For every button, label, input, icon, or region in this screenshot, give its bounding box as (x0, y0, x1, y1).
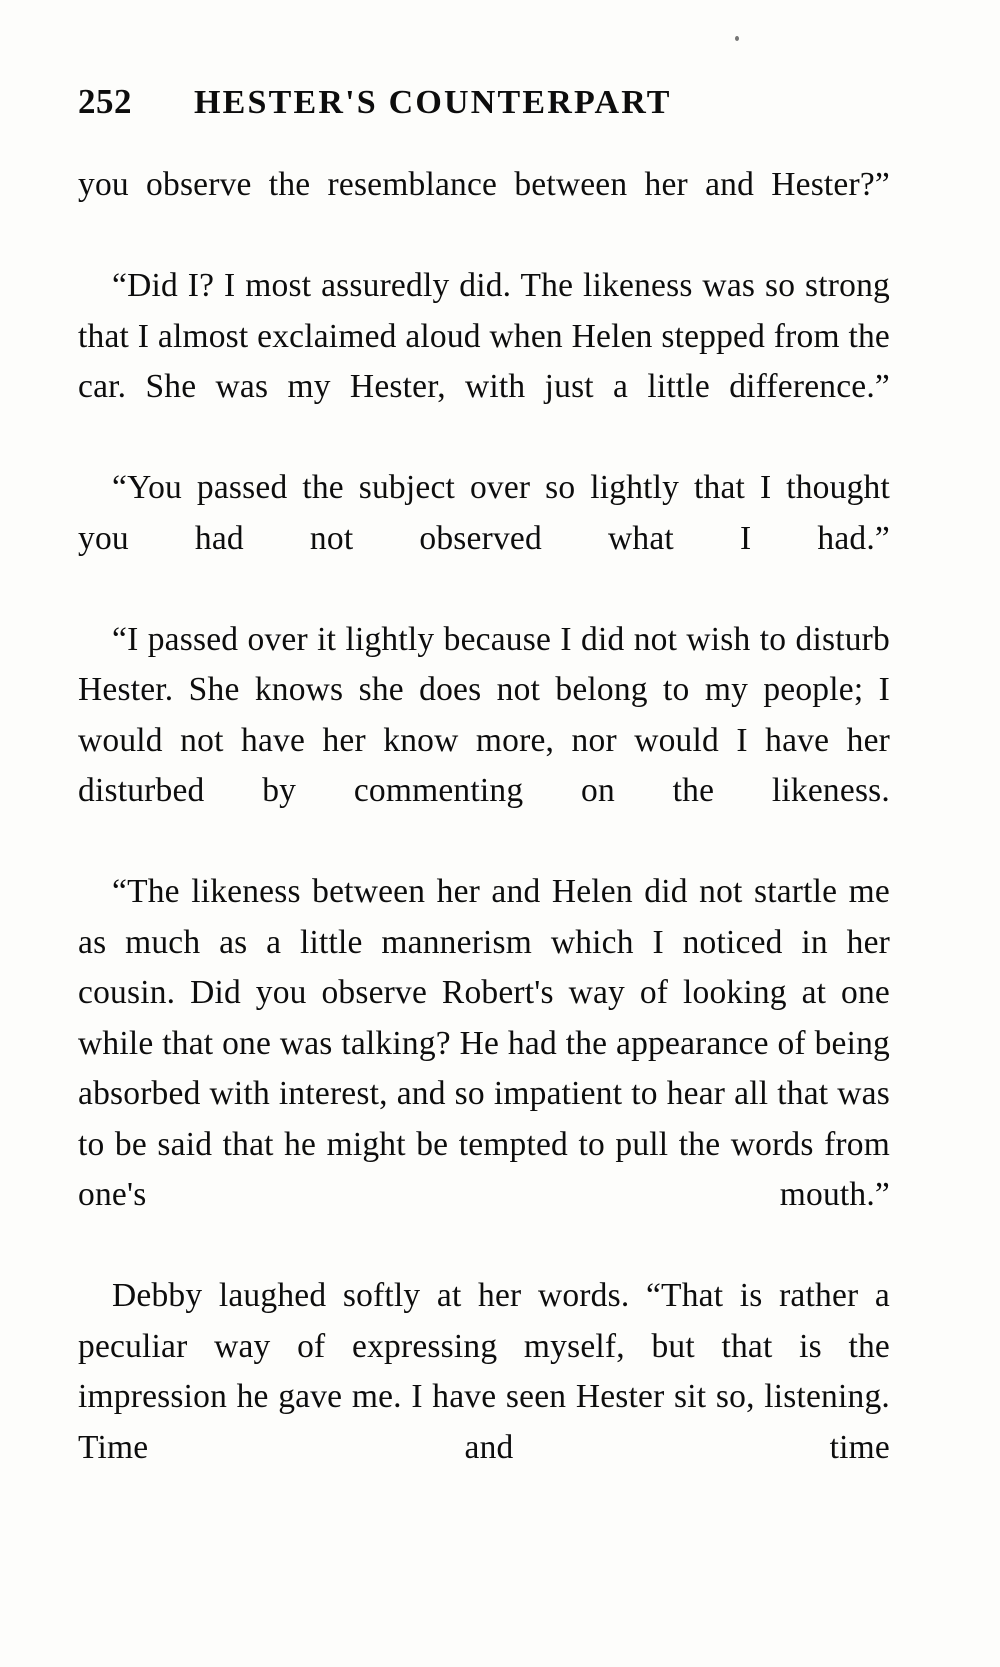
paragraph: “The likeness between her and Helen did not startle me as much as a little mannerism which I noticed in her cousin. Did you observe Robert's way of looking at one while that one was talking? He had the appearance of being absorbed with interest, and so impatient to hear all that was to be said that he might be tempted to pull the words from one's mouth.” (78, 873, 890, 1213)
paragraph: Debby laughed softly at her words. “That is rather a peculiar way of expressing myself, but that is the impression he gave me. I have seen Hester sit so, listening. Time and time (78, 1277, 890, 1466)
running-head-title: HESTER'S COUNTERPART (194, 84, 672, 121)
page-number: 252 (78, 82, 132, 121)
paragraph: “I passed over it lightly because I did not wish to disturb Hester. She knows she does not belong to my people; I would not have her know more, nor would I have her disturbed by commenting on the likeness. (78, 620, 890, 809)
page-speck-mark (735, 36, 739, 41)
paragraph-continuation: you observe the resemblance between her and Hester?” (78, 166, 890, 203)
page-body (78, 160, 890, 1524)
paragraph: “You passed the subject over so lightly that I thought you had not observed what I had.” (78, 469, 890, 557)
page-header (78, 82, 898, 132)
paragraph: “Did I? I most assuredly did. The likeness was so strong that I almost exclaimed aloud when Helen stepped from the car. She was my Hester, with just a little difference.” (78, 267, 890, 405)
